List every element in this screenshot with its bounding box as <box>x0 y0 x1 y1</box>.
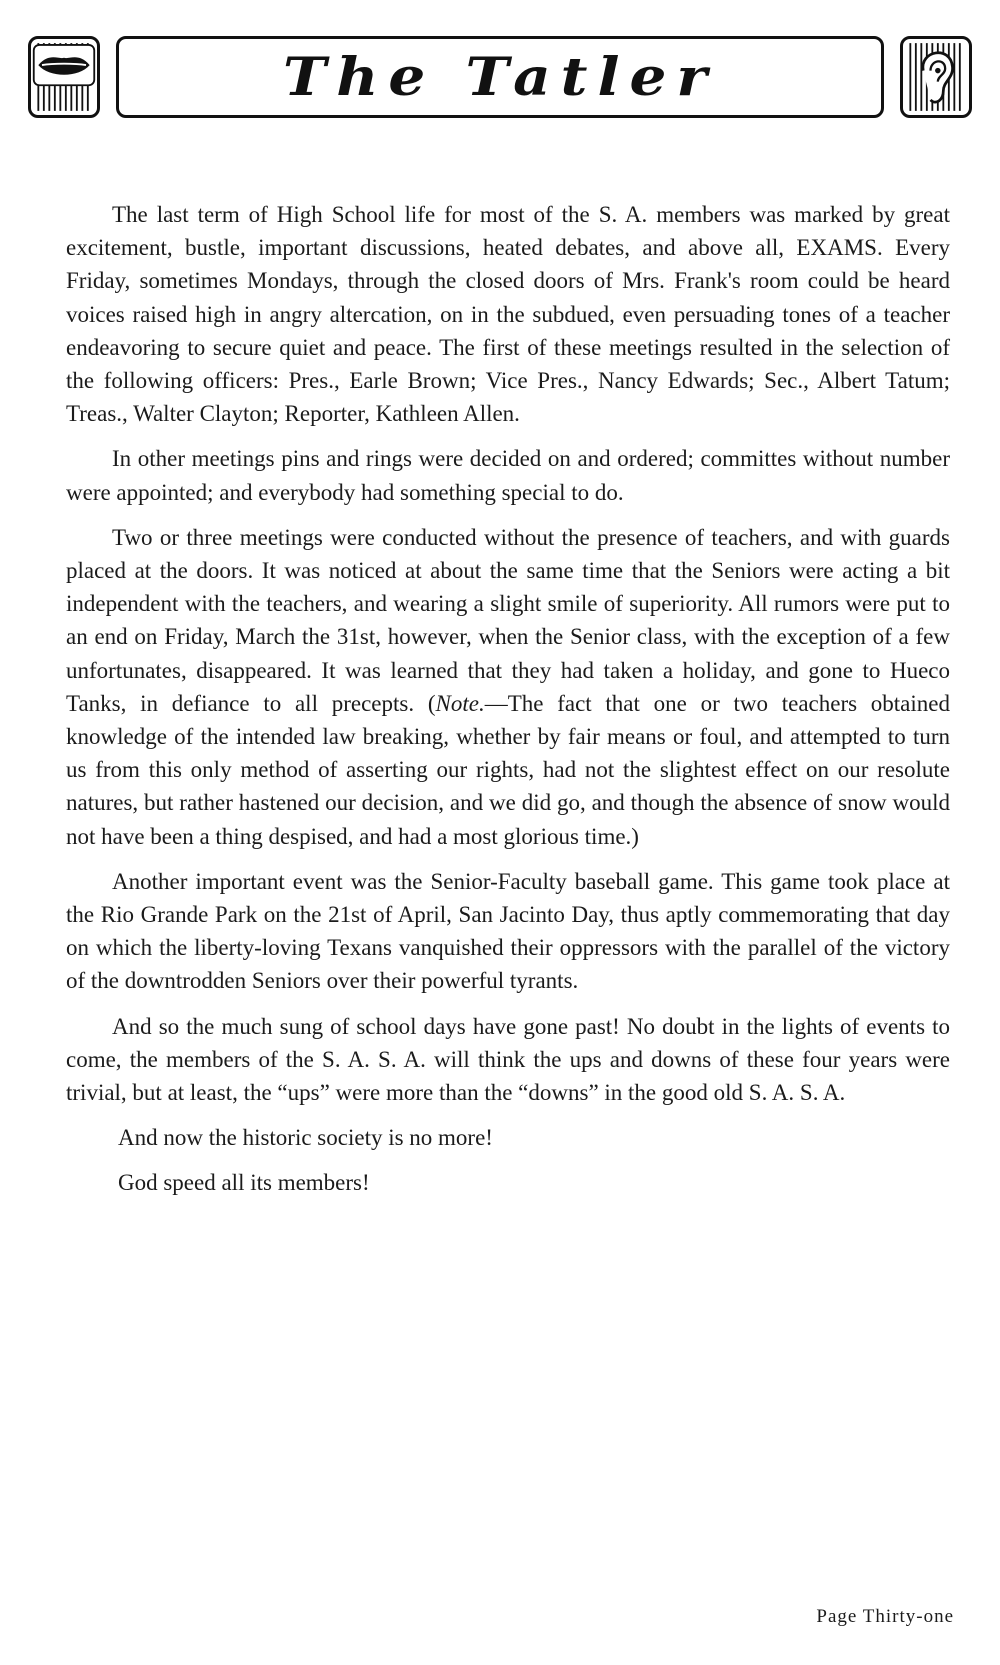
title-banner <box>116 36 884 118</box>
page-title: The Tatler <box>283 46 717 108</box>
paragraph-no-more: And now the historic society is no more! <box>118 1125 493 1151</box>
note-open: ( <box>427 690 436 716</box>
page-number: Page Thirty-one <box>816 1606 954 1627</box>
paragraph-pins-rings: In other meetings pins and rings were decided on and ordered; committes without number were appointed; and everybody had something special to do. <box>66 446 950 505</box>
page-header <box>28 36 972 118</box>
paragraph-hueco-tanks <box>66 521 950 853</box>
lips-icon <box>28 36 100 118</box>
paragraph-officers: The last term of High School life for most of the S. A. members was marked by great excitement, bustle, important discussions, heated debates, and above all, EXAMS. Every Friday, sometimes Mondays, through the closed doors of Mrs. Frank's room could be heard voices raised high in angry altercation, on in the subdued, even persuading tones of a teacher endeavoring to secure quiet and peace. The first of these meetings resulted in the selection of the following officers: Pres., Earle Brown; Vice Pres., Nancy Edwards; Sec., Albert Tatum; Treas., Walter Clayton; Reporter, Kathleen Allen. <box>66 202 950 427</box>
paragraph-school-days: And so the much sung of school days have gone past! No doubt in the lights of events to come, the members of the S. A. S. A. will think the ups and downs of these four years were trivial, but at least, the “ups” were more than the “downs” in the good old S. A. S. A. <box>66 1013 950 1106</box>
article-body <box>66 198 950 1212</box>
ear-icon <box>900 36 972 118</box>
paragraph-god-speed: God speed all its members! <box>118 1170 370 1196</box>
paragraph-baseball: Another important event was the Senior-Faculty baseball game. This game took place at the Rio Grande Park on the 21st of April, San Jacinto Day, thus aptly commemorating that day on which the liberty-loving Texans vanquished their oppressors with the parallel of the victory of the downtrodden Seniors over their powerful tyrants. <box>66 868 950 994</box>
note-label: Note. <box>435 690 485 716</box>
hueco-tanks-text: Two or three meetings were conducted without the presence of teachers, and with guards placed at the doors. It was noticed at about the same time that the Seniors were acting a bit independent with the teachers, and wearing a slight smile of superiority. All rumors were put to an end on Friday, March the 31st, however, when the Senior class, with the exception of a few unfortunates, disappeared. It was learned that they had taken a holiday, and gone to Hueco Tanks, in defiance to all precepts. <box>66 524 950 716</box>
note-text: —The fact that one or two teachers obtained knowledge of the intended law breaking, whether by fair means or foul, and attempted to turn us from this only method of asserting our rights, had not the slightest effect on our resolute natures, but rather hastened our decision, and we did go, and though the absence of snow would not have been a thing despised, and had a most glorious time.) <box>66 690 950 849</box>
